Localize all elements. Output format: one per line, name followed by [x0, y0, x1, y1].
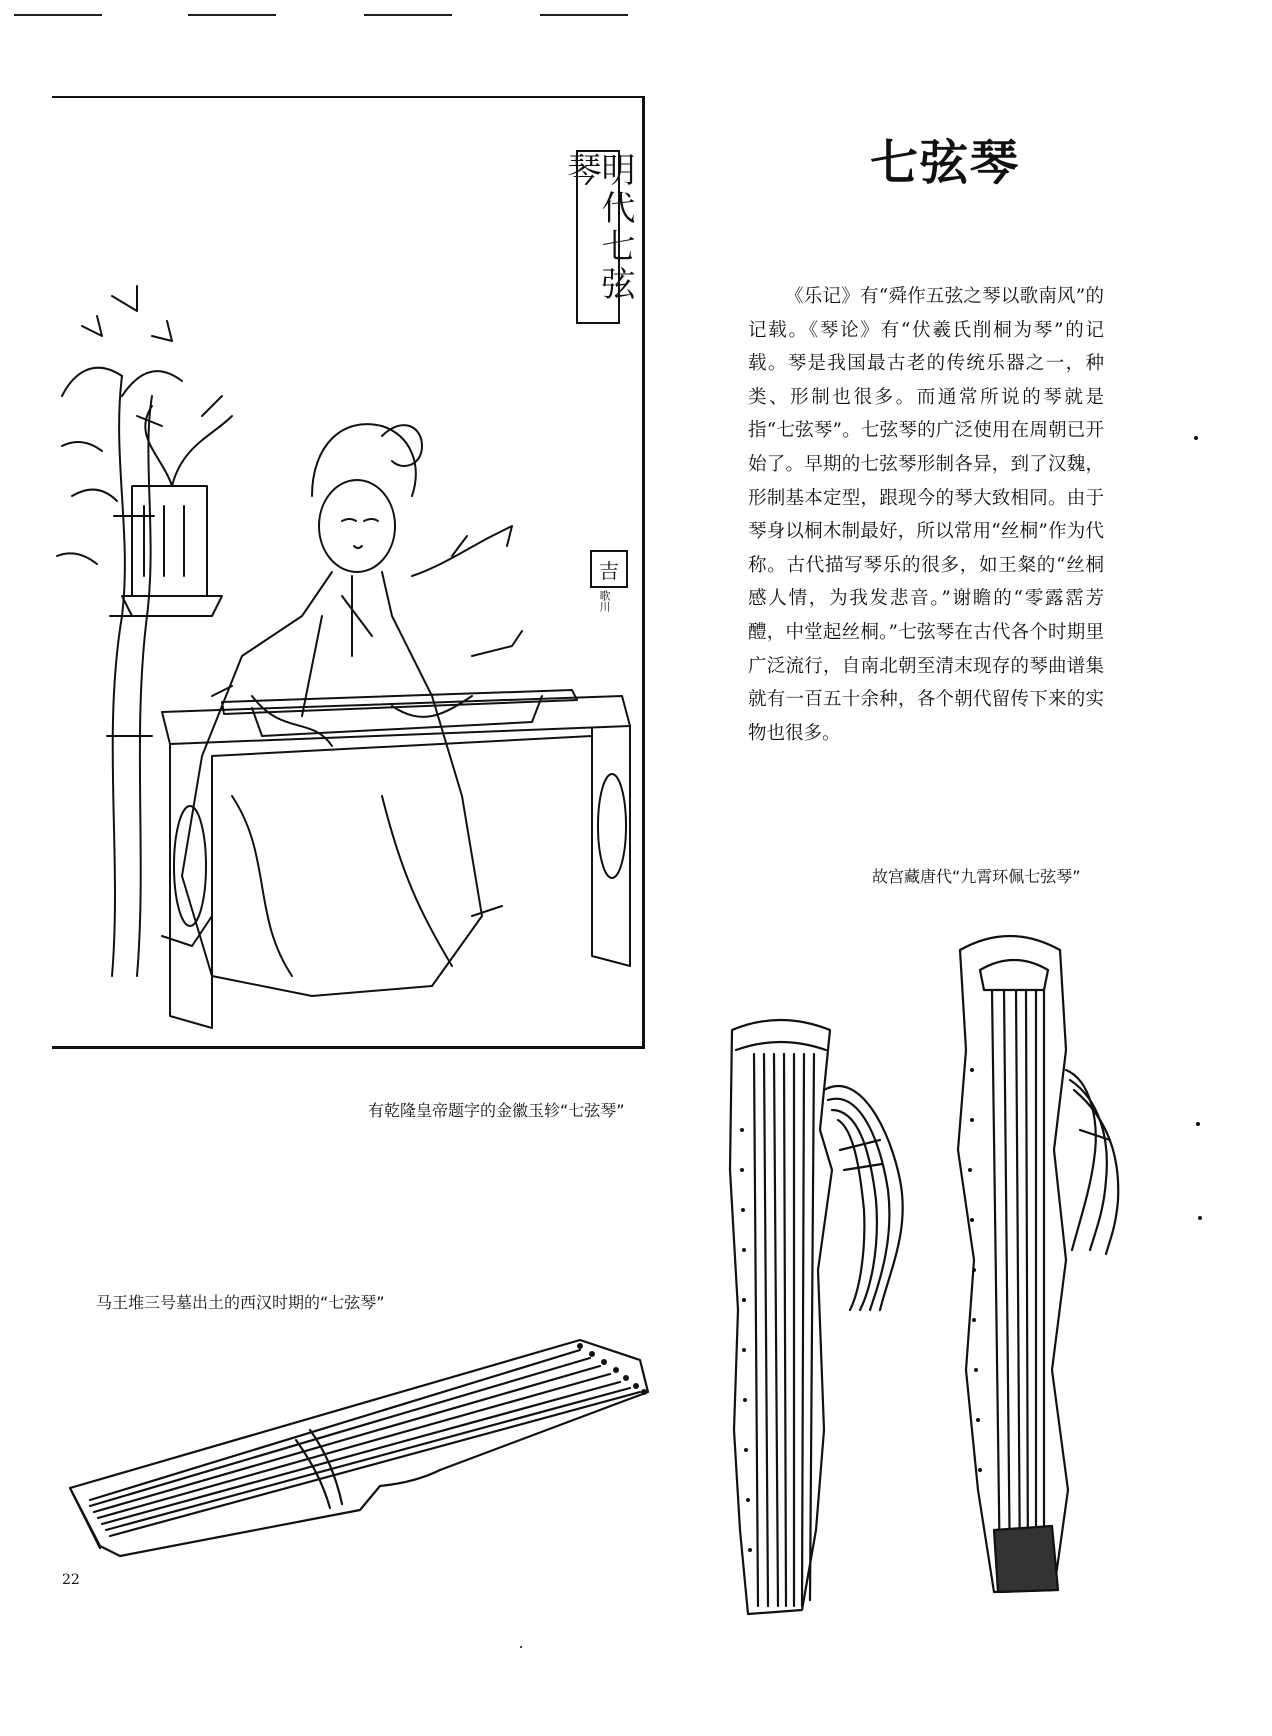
top-rule-2 [188, 14, 276, 16]
lady-playing-qin-illustration [52, 96, 642, 1044]
artist-seal: 吉 [590, 550, 628, 588]
scan-speck [1196, 1122, 1200, 1126]
body-paragraph: 《乐记》有“舜作五弦之琴以歌南风”的记载。《琴论》有“伏羲氏削桐为琴”的记载。琴是我国最古老的传统乐器之一，种类、形制也很多。而通常所说的琴就是指“七弦琴”。七弦琴的广泛使用在周朝已开始了。早期的七弦琴形制各异，到了汉魏，形制基本定型，跟现今的琴大致相同。由于琴身以桐木制最好，所以常用“丝桐”作为代称。古代描写琴乐的很多，如王粲的“丝桐感人情，为我发悲音。”谢瞻的“零露霑芳醴，中堂起丝桐。”七弦琴在古代各个时期里广泛流行，自南北朝至清末现存的琴曲谱集就有一百五十余种，各个朝代留传下来的实物也很多。 [748, 286, 1104, 744]
top-rule-3 [364, 14, 452, 16]
caption-tang-qin: 故宫藏唐代“九霄环佩七弦琴” [872, 867, 1081, 886]
mawangdui-qin-illustration [60, 1320, 660, 1560]
top-rule-4 [540, 14, 628, 16]
caption-qianlong-qin: 有乾隆皇帝题字的金徽玉轸“七弦琴” [368, 1101, 625, 1120]
scan-speck [1198, 1216, 1202, 1220]
page-title: 七弦琴 [870, 135, 1021, 191]
frame-title: 明代七弦琴 [561, 152, 635, 304]
caption-mawangdui-qin: 马王堆三号墓出土的西汉时期的“七弦琴” [96, 1293, 385, 1312]
scan-speck [1194, 436, 1198, 440]
top-rule-1 [14, 14, 102, 16]
qianlong-qin-illustration [720, 1010, 960, 1630]
frame-title-box [561, 150, 635, 324]
page-number: 22 [62, 1572, 80, 1588]
scan-speck [520, 1646, 522, 1648]
tang-qin-illustration [940, 930, 1160, 1610]
artist-signature: 歌川 [598, 590, 611, 612]
